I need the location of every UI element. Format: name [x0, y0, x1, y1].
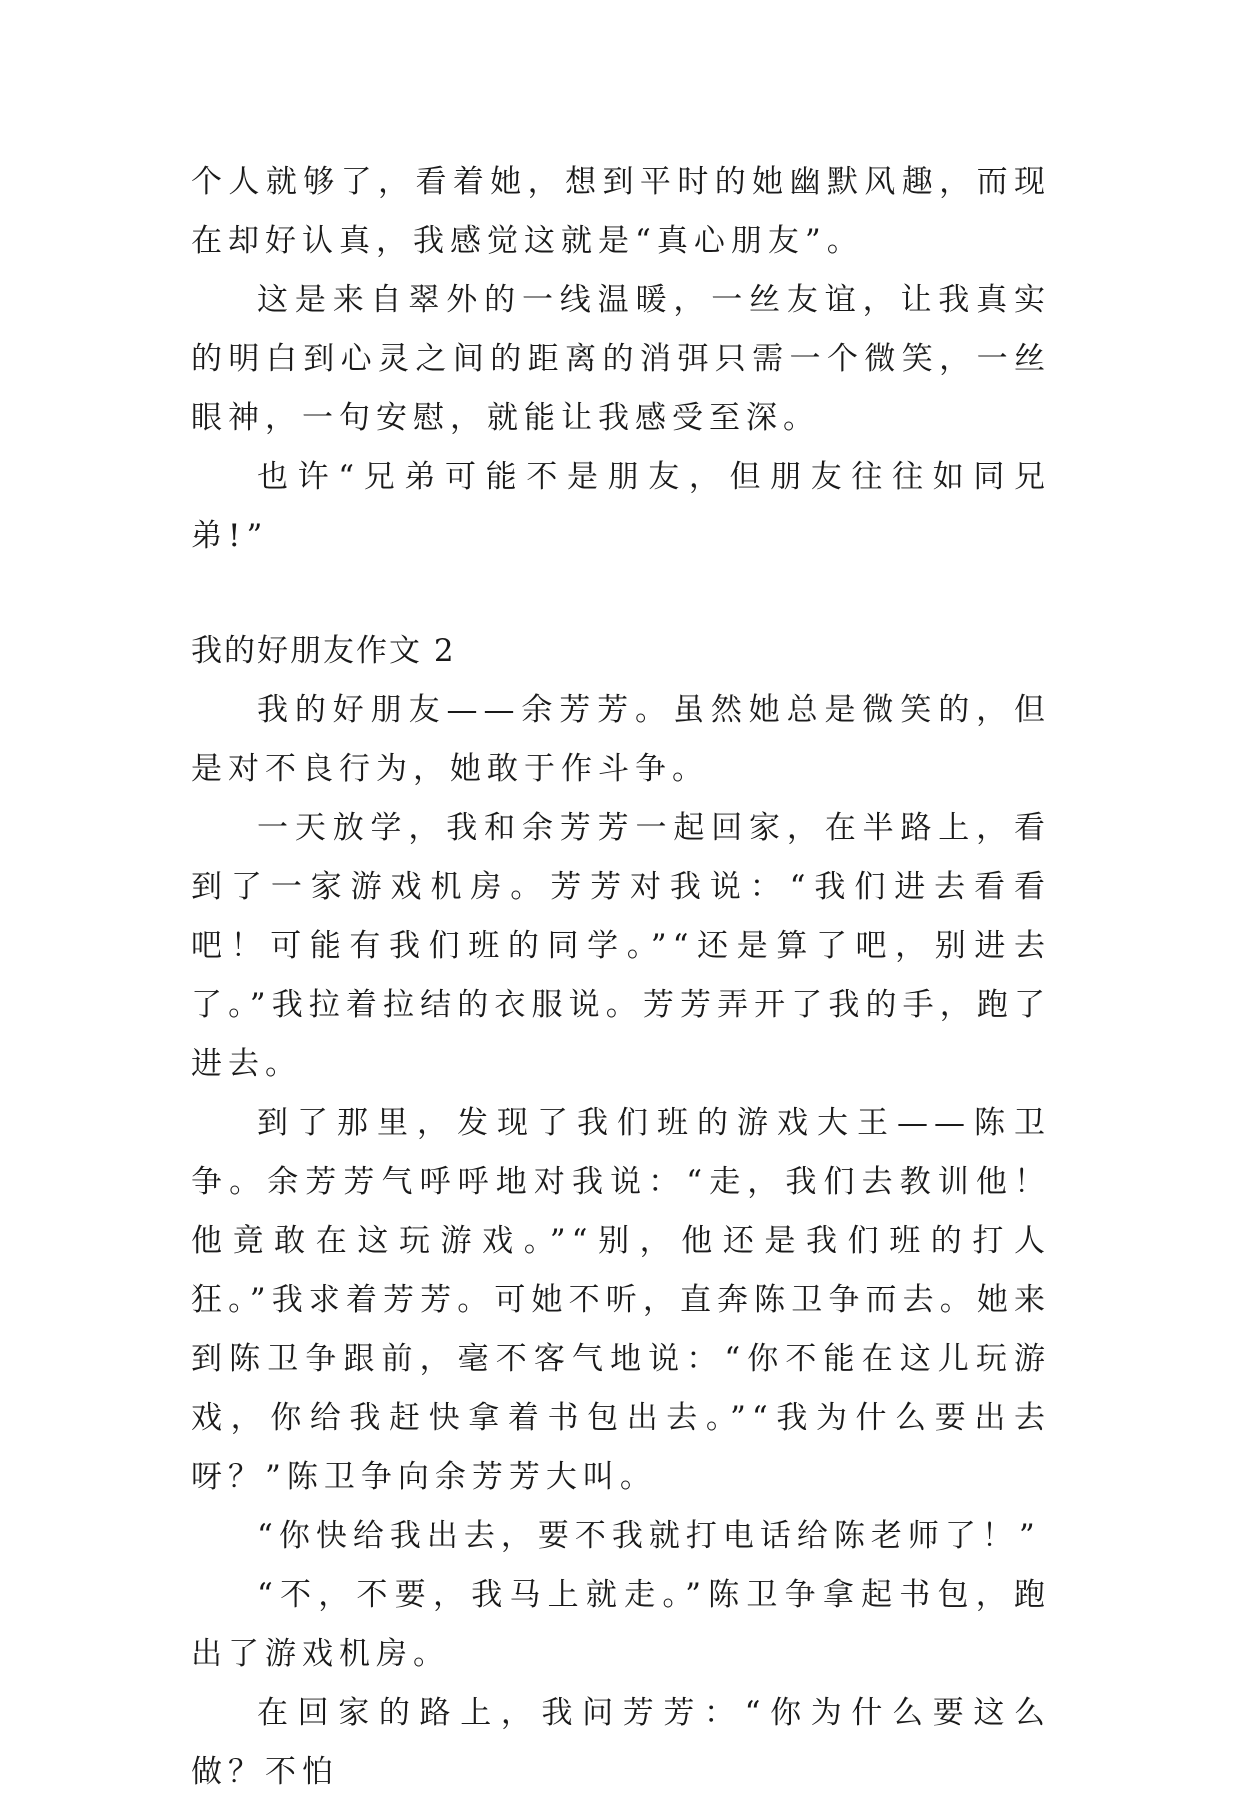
paragraph-5: 一天放学，我和余芳芳一起回家，在半路上，看到了一家游戏机房。芳芳对我说：“我们进去看看吧！可能有我们班的同学。”“还是算了吧，别进去了。”我拉着拉结的衣服说。芳芳弄开了我的手，跑了进去。 — [191, 810, 1051, 1082]
paragraph-3: 也许“兄弟可能不是朋友，但朋友往往如同兄弟!” — [191, 459, 1051, 554]
paragraph-4: 我的好朋友——余芳芳。虽然她总是微笑的，但是对不良行为，她敢于作斗争。 — [191, 692, 1051, 787]
section-title: 我的好朋友作文 2 — [191, 633, 456, 669]
paragraph-1: 个人就够了，看着她，想到平时的她幽默风趣，而现在却好认真，我感觉这就是“真心朋友”。 — [191, 164, 1051, 259]
paragraph-2: 这是来自翠外的一线温暖，一丝友谊，让我真实的明白到心灵之间的距离的消弭只需一个微笑，一丝眼神，一句安慰，就能让我感受至深。 — [191, 282, 1051, 436]
paragraph-6: 到了那里，发现了我们班的游戏大王——陈卫争。余芳芳气呼呼地对我说：“走，我们去教训他！他竟敢在这玩游戏。”“别，他还是我们班的打人狂。”我求着芳芳。可她不听，直奔陈卫争而去。她来到陈卫争跟前，毫不客气地说：“你不能在这儿玩游戏，你给我赶快拿着书包出去。”“我为什么要出去呀？”陈卫争向余芳芳大叫。 — [191, 1105, 1051, 1495]
document-body — [191, 153, 1051, 1802]
paragraph-8: “不，不要，我马上就走。”陈卫争拿起书包，跑出了游戏机房。 — [191, 1577, 1051, 1672]
paragraph-7: “你快给我出去，要不我就打电话给陈老师了！” — [257, 1518, 1041, 1554]
paragraph-9: 在回家的路上，我问芳芳：“你为什么要这么做？不怕 — [191, 1695, 1051, 1790]
